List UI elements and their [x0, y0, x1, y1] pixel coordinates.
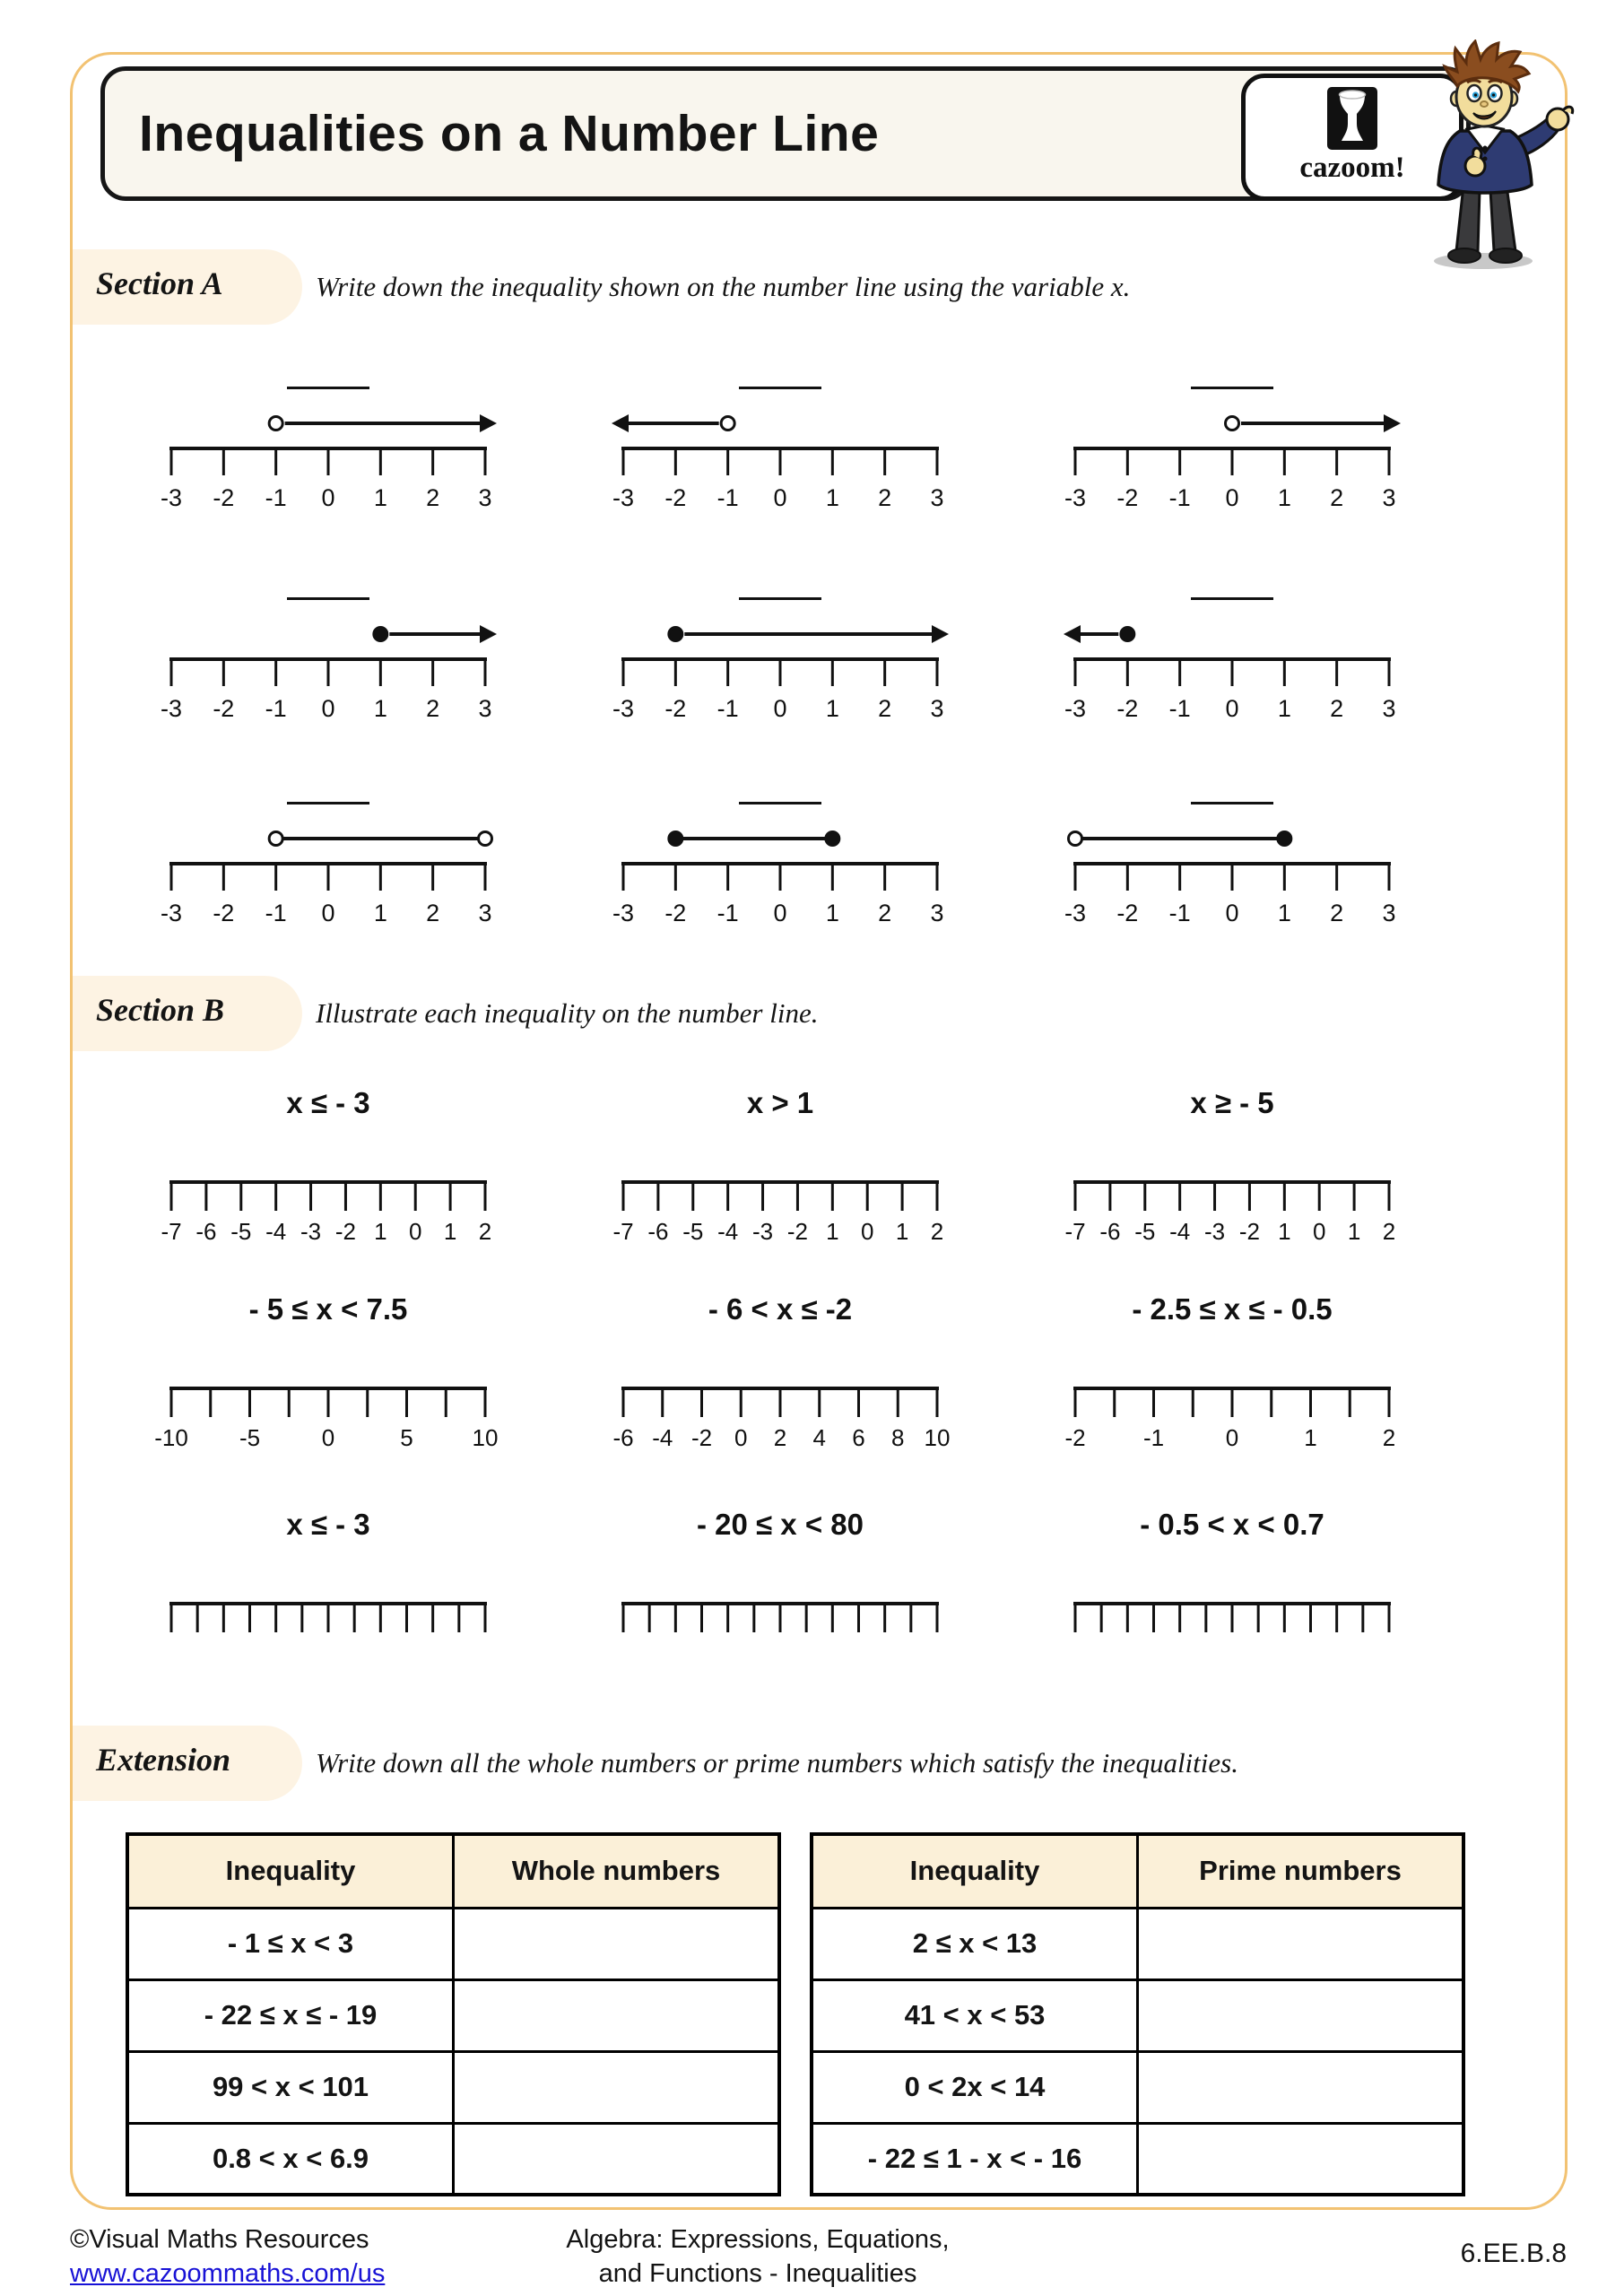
svg-text:0: 0: [734, 1424, 748, 1451]
svg-text:2: 2: [1330, 484, 1344, 511]
svg-text:-7: -7: [161, 1218, 182, 1245]
svg-text:1: 1: [895, 1218, 909, 1245]
inequality-cell: 0 < 2x < 14: [812, 2051, 1138, 2123]
svg-text:-4: -4: [717, 1218, 739, 1245]
numberline-diagram: [601, 378, 960, 526]
answer-cell[interactable]: [454, 1908, 780, 1979]
inequality-cell: 2 ≤ x < 13: [812, 1908, 1138, 1979]
svg-text:0: 0: [1225, 484, 1239, 511]
blank-numberline[interactable]: [1053, 1381, 1411, 1457]
svg-text:2: 2: [1382, 1218, 1396, 1245]
numberline-diagram: [601, 794, 960, 942]
svg-text:-3: -3: [612, 484, 635, 511]
answer-blank[interactable]: [1191, 386, 1273, 389]
numberline-diagram: [1053, 378, 1411, 526]
answer-blank[interactable]: [287, 801, 369, 804]
answer-blank[interactable]: [739, 596, 821, 600]
svg-text:0: 0: [773, 484, 787, 511]
svg-text:-4: -4: [265, 1218, 287, 1245]
column-header: Inequality: [127, 1834, 454, 1908]
inequality-cell: 99 < x < 101: [127, 2051, 454, 2123]
svg-text:3: 3: [1382, 484, 1396, 511]
mascot-illustration: [1388, 39, 1585, 273]
numberline-diagram: [601, 589, 960, 737]
svg-text:1: 1: [826, 1218, 839, 1245]
svg-text:-7: -7: [1064, 1218, 1086, 1245]
svg-text:-3: -3: [1064, 900, 1087, 926]
table-row: [812, 1979, 1463, 2051]
inequality-cell: - 22 ≤ 1 - x < - 16: [812, 2123, 1138, 2195]
svg-text:3: 3: [478, 695, 492, 722]
numberline-item: [601, 589, 960, 736]
svg-text:0: 0: [773, 900, 787, 926]
svg-text:0: 0: [321, 1424, 335, 1451]
answer-cell[interactable]: [1138, 2123, 1464, 2195]
svg-text:3: 3: [1382, 695, 1396, 722]
numberline-item: [1053, 794, 1411, 941]
svg-text:-2: -2: [664, 900, 687, 926]
svg-text:2: 2: [1382, 1424, 1396, 1451]
svg-text:-3: -3: [1064, 695, 1087, 722]
inequality-cell: 0.8 < x < 6.9: [127, 2123, 454, 2195]
svg-text:-5: -5: [230, 1218, 252, 1245]
svg-text:1: 1: [825, 484, 839, 511]
answer-blank[interactable]: [739, 386, 821, 389]
blank-numberline[interactable]: [149, 1596, 508, 1673]
svg-text:0: 0: [321, 900, 335, 926]
svg-text:-1: -1: [1168, 900, 1191, 926]
svg-text:-10: -10: [154, 1424, 188, 1451]
inequality-cell: - 22 ≤ x ≤ - 19: [127, 1979, 454, 2051]
svg-text:0: 0: [1312, 1218, 1326, 1245]
answer-blank[interactable]: [287, 596, 369, 600]
svg-text:-3: -3: [300, 1218, 322, 1245]
inequality-item: [1053, 1287, 1411, 1457]
table-row: [812, 2123, 1463, 2195]
numberline-item: [1053, 589, 1411, 736]
section-a-instruction: Write down the inequality shown on the number line using the variable x.: [316, 271, 1131, 302]
numberline-diagram: [149, 794, 508, 942]
section-a-pill: [73, 249, 302, 325]
svg-text:-2: -2: [664, 484, 687, 511]
svg-text:-3: -3: [1064, 484, 1087, 511]
inequality-label: x > 1: [746, 1086, 814, 1119]
numberline-item: [601, 794, 960, 941]
svg-text:3: 3: [930, 695, 944, 722]
svg-text:-5: -5: [239, 1424, 261, 1451]
inequality-label: - 6 < x ≤ -2: [708, 1292, 853, 1326]
svg-text:-2: -2: [1116, 484, 1139, 511]
inequality-item: [1053, 1502, 1411, 1673]
footer-topic: [395, 2222, 1121, 2291]
svg-text:1: 1: [443, 1218, 457, 1245]
table-row: [127, 1908, 779, 1979]
numberline-item: [149, 794, 508, 941]
svg-text:-4: -4: [652, 1424, 673, 1451]
svg-text:-5: -5: [1134, 1218, 1156, 1245]
website-link[interactable]: www.cazoommaths.com/us: [70, 2259, 386, 2288]
answer-blank[interactable]: [1191, 801, 1273, 804]
svg-text:3: 3: [1382, 900, 1396, 926]
svg-text:-1: -1: [1142, 1424, 1165, 1451]
svg-text:-2: -2: [1116, 695, 1139, 722]
extension-label: Extension: [96, 1742, 231, 1778]
answer-blank[interactable]: [739, 801, 821, 804]
svg-text:1: 1: [825, 900, 839, 926]
inequality-label: - 0.5 < x < 0.7: [1140, 1508, 1324, 1541]
copyright-text: ©Visual Maths Resources: [70, 2225, 369, 2254]
svg-text:1: 1: [1278, 1218, 1291, 1245]
svg-text:-2: -2: [213, 695, 235, 722]
svg-text:-2: -2: [1116, 900, 1139, 926]
svg-text:2: 2: [878, 695, 892, 722]
svg-text:-1: -1: [1168, 695, 1191, 722]
svg-text:0: 0: [408, 1218, 422, 1245]
svg-text:0: 0: [321, 695, 335, 722]
answer-cell[interactable]: [1138, 2051, 1464, 2123]
numberline-diagram: [1053, 589, 1411, 737]
svg-text:3: 3: [478, 900, 492, 926]
svg-text:1: 1: [1277, 484, 1291, 511]
table-row: [127, 2123, 779, 2195]
svg-text:2: 2: [426, 900, 440, 926]
svg-text:-2: -2: [1064, 1424, 1086, 1451]
inequality-item: [601, 1287, 960, 1457]
topic-line-1: Algebra: Expressions, Equations,: [566, 2225, 950, 2254]
svg-text:-1: -1: [716, 484, 739, 511]
svg-text:-6: -6: [195, 1218, 217, 1245]
inequality-label: - 20 ≤ x < 80: [697, 1508, 864, 1541]
svg-text:-3: -3: [160, 484, 183, 511]
svg-text:1: 1: [373, 484, 387, 511]
svg-text:-2: -2: [213, 484, 235, 511]
column-header: Prime numbers: [1138, 1834, 1464, 1908]
svg-text:1: 1: [1347, 1218, 1361, 1245]
svg-text:3: 3: [930, 900, 944, 926]
inequality-label: - 5 ≤ x < 7.5: [248, 1292, 408, 1326]
section-a-label: Section A: [96, 265, 223, 301]
numberline-item: [601, 378, 960, 526]
answer-cell[interactable]: [454, 2123, 780, 2195]
answer-blank[interactable]: [287, 386, 369, 389]
inequality-item: [601, 1081, 960, 1251]
table-row: [812, 2051, 1463, 2123]
table-row: [127, 1979, 779, 2051]
svg-text:2: 2: [426, 484, 440, 511]
extension-instruction: Write down all the whole numbers or prime numbers which satisfy the inequalities.: [316, 1747, 1238, 1779]
inequality-item: [601, 1502, 960, 1673]
blank-numberline[interactable]: [601, 1175, 960, 1251]
footer-attribution: [70, 2222, 385, 2291]
svg-text:1: 1: [1277, 695, 1291, 722]
blank-numberline[interactable]: [1053, 1175, 1411, 1251]
svg-text:-7: -7: [612, 1218, 634, 1245]
svg-text:-3: -3: [612, 695, 635, 722]
inequality-cell: 41 < x < 53: [812, 1979, 1138, 2051]
inequality-label: - 2.5 ≤ x ≤ - 0.5: [1132, 1292, 1333, 1326]
answer-cell[interactable]: [1138, 1979, 1464, 2051]
svg-text:0: 0: [321, 484, 335, 511]
answer-cell[interactable]: [454, 1979, 780, 2051]
svg-text:-2: -2: [690, 1424, 713, 1451]
svg-text:-6: -6: [612, 1424, 634, 1451]
svg-text:2: 2: [478, 1218, 492, 1245]
svg-text:-2: -2: [664, 695, 687, 722]
numberline-diagram: [1053, 794, 1411, 942]
svg-text:4: 4: [812, 1424, 826, 1451]
svg-text:3: 3: [478, 484, 492, 511]
svg-text:-3: -3: [160, 695, 183, 722]
svg-text:-1: -1: [265, 900, 287, 926]
answer-blank[interactable]: [1191, 596, 1273, 600]
numberline-item: [149, 378, 508, 526]
svg-text:0: 0: [1225, 1424, 1239, 1451]
svg-text:2: 2: [773, 1424, 787, 1451]
svg-text:-3: -3: [160, 900, 183, 926]
numberline-item: [1053, 378, 1411, 526]
svg-text:2: 2: [1330, 695, 1344, 722]
page-title: Inequalities on a Number Line: [139, 105, 880, 162]
section-b-label: Section B: [96, 992, 225, 1028]
numberline-diagram: [149, 589, 508, 737]
blank-numberline[interactable]: [1053, 1596, 1411, 1673]
svg-text:2: 2: [878, 484, 892, 511]
inequality-label: x ≤ - 3: [286, 1508, 370, 1541]
svg-text:0: 0: [1225, 695, 1239, 722]
section-b-instruction: Illustrate each inequality on the number line.: [316, 997, 819, 1029]
svg-text:10: 10: [924, 1424, 951, 1451]
svg-text:-4: -4: [1169, 1218, 1191, 1245]
blank-numberline[interactable]: [601, 1381, 960, 1457]
standard-code: 6.EE.B.8: [1460, 2239, 1567, 2268]
inequality-item: [149, 1081, 508, 1251]
svg-text:3: 3: [930, 484, 944, 511]
svg-text:2: 2: [930, 1218, 944, 1245]
section-b-pill: [73, 976, 302, 1051]
svg-text:-3: -3: [1203, 1218, 1226, 1245]
svg-text:-1: -1: [1168, 484, 1191, 511]
table-row: [127, 2051, 779, 2123]
svg-text:1: 1: [1304, 1424, 1317, 1451]
svg-text:-3: -3: [751, 1218, 774, 1245]
inequality-item: [149, 1502, 508, 1673]
numberline-item: [149, 589, 508, 736]
svg-text:8: 8: [891, 1424, 905, 1451]
inequality-item: [149, 1287, 508, 1457]
blank-numberline[interactable]: [601, 1596, 960, 1673]
svg-text:1: 1: [825, 695, 839, 722]
svg-text:-1: -1: [716, 900, 739, 926]
svg-text:2: 2: [426, 695, 440, 722]
extension-pill: [73, 1726, 302, 1801]
svg-text:1: 1: [373, 900, 387, 926]
svg-text:6: 6: [852, 1424, 865, 1451]
answer-cell[interactable]: [454, 2051, 780, 2123]
numberline-diagram: [149, 378, 508, 526]
svg-text:-2: -2: [213, 900, 235, 926]
whole-numbers-table: [126, 1832, 781, 2196]
column-header: Inequality: [812, 1834, 1138, 1908]
blank-numberline[interactable]: [149, 1175, 508, 1251]
prime-numbers-table: [810, 1832, 1465, 2196]
svg-text:-6: -6: [1099, 1218, 1121, 1245]
svg-text:1: 1: [1277, 900, 1291, 926]
svg-text:0: 0: [860, 1218, 874, 1245]
svg-text:-2: -2: [334, 1218, 357, 1245]
inequality-label: x ≥ - 5: [1190, 1086, 1274, 1119]
inequality-item: [1053, 1081, 1411, 1251]
column-header: Whole numbers: [454, 1834, 780, 1908]
blank-numberline[interactable]: [149, 1381, 508, 1457]
svg-text:-2: -2: [1238, 1218, 1261, 1245]
inequality-label: x ≤ - 3: [286, 1086, 370, 1119]
svg-text:1: 1: [373, 695, 387, 722]
svg-text:-6: -6: [647, 1218, 669, 1245]
svg-text:-1: -1: [716, 695, 739, 722]
drum-icon: [1326, 86, 1378, 151]
svg-text:0: 0: [1225, 900, 1239, 926]
logo-text: cazoom!: [1299, 152, 1405, 184]
inequality-cell: - 1 ≤ x < 3: [127, 1908, 454, 1979]
table-row: [812, 1908, 1463, 1979]
svg-text:-5: -5: [682, 1218, 704, 1245]
answer-cell[interactable]: [1138, 1908, 1464, 1979]
svg-text:1: 1: [374, 1218, 387, 1245]
svg-text:10: 10: [472, 1424, 499, 1451]
topic-line-2: and Functions - Inequalities: [598, 2259, 917, 2288]
svg-text:-3: -3: [612, 900, 635, 926]
svg-text:-1: -1: [265, 484, 287, 511]
svg-text:-1: -1: [265, 695, 287, 722]
svg-text:-2: -2: [786, 1218, 809, 1245]
svg-text:2: 2: [1330, 900, 1344, 926]
svg-text:0: 0: [773, 695, 787, 722]
svg-text:2: 2: [878, 900, 892, 926]
svg-text:5: 5: [400, 1424, 413, 1451]
